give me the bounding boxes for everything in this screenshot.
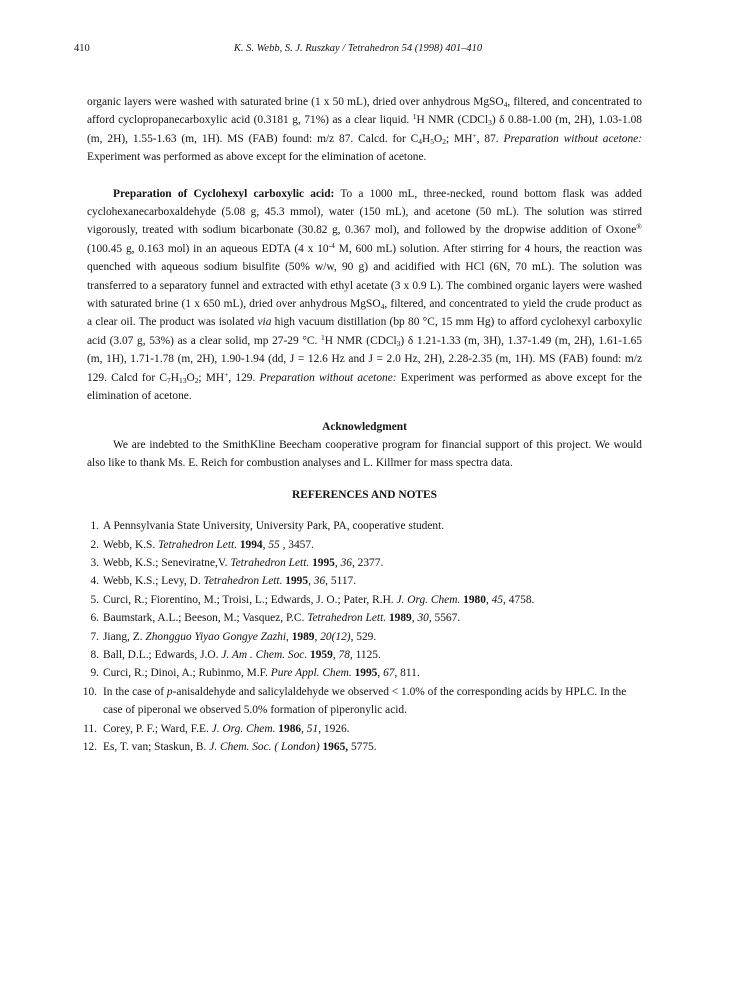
- references-heading: REFERENCES AND NOTES: [292, 488, 437, 501]
- reference-item: 5. Curci, R.; Fiorentino, M.; Troisi, L.; Edwards, J. O.; Pater, R.H. J. Org. Chem. 1980, 45, 4758.: [90, 593, 535, 606]
- reference-item: 7. Jiang, Z. Zhongguo Yiyao Gongye Zazhi, 1989, 20(12), 529.: [90, 630, 377, 643]
- reference-item: 6. Baumstark, A.L.; Beeson, M.; Vasquez, P.C. Tetrahedron Lett. 1989, 30, 5567.: [90, 612, 461, 625]
- reference-item: 3. Webb, K.S.; Seneviratne,V. Tetrahedron Lett. 1995, 36, 2377.: [90, 556, 384, 569]
- reference-item: 4. Webb, K.S.; Levy, D. Tetrahedron Lett. 1995, 36, 5117.: [90, 575, 357, 588]
- acknowledgment-text: We are indebted to the SmithKline Beecham cooperative program for financial support of this project. We would also like to thank Ms. E. Reich for combustion analyses and L. Killmer for mass spectra data.: [87, 438, 642, 470]
- reference-item: 1. A Pennsylvania State University, University Park, PA, cooperative student.: [90, 520, 445, 533]
- running-title: K. S. Webb, S. J. Ruszkay / Tetrahedron 54 (1998) 401–410: [233, 43, 483, 54]
- reference-list: [82, 517, 642, 756]
- acknowledgment-heading: Acknowledgment: [322, 420, 407, 433]
- reference-item: 12. Es, T. van; Staskun, B. J. Chem. Soc. ( London) 1965, 5775.: [82, 741, 377, 753]
- procedure-title: Preparation of Cyclohexyl carboxylic acid:: [113, 187, 335, 200]
- reference-item: 8. Ball, D.L.; Edwards, J.O. J. Am . Chem. Soc. 1959, 78, 1125.: [90, 648, 381, 661]
- article-body: [82, 93, 642, 756]
- reference-item: 11. Corey, P. F.; Ward, F.E. J. Org. Chem. 1986, 51, 1926.: [83, 722, 350, 735]
- paragraph-cyclohexyl-preparation: Preparation of Cyclohexyl carboxylic acid: To a 1000 mL, three-necked, round bottom flask was added cyclohexanecarboxaldehyde (5.08 g, 45.3 mmol), water (150 mL), and acetone (50 mL). The solution was stirred vigorously, treated with sodium bicarbonate (30.82 g, 0.367 mol), and followed by the dropwise addition of Oxone® (100.45 g, 0.163 mol) in an aqueous EDTA (4 x $10^{-4}$ M, 600 mL) solution. After stirring for 4 hours, the reaction was quenched with aqueous sodium bisulfite (50% w/w, 90 g) and acidified with HCl (6N, 70 mL). The solution was transferred to a separatory funnel and extracted with ethyl acetate (3 x 0.9 L). The combined organic layers were washed with saturated brine (1 x 650 mL), dried over anhydrous MgSO$_4$, filtered, and concentrated to yield the crude product as a clear oil. The product was isolated via high vacuum distillation (bp 80 °C, 15 mm Hg) to afford cyclohexyl carboxylic acid (3.07 g, 53%) as a clear solid, mp 27-29 °C. $^1$H NMR (CDCl$_3$) δ 1.21-1.33 (m, 3H), 1.37-1.49 (m, 2H), 1.61-1.65 (m, 1H), 1.71-1.78 (m, 2H), 1.90-1.94 (dd, J = 12.6 Hz and J = 2.0 Hz, 2H), 2.28-2.35 (m, 1H). MS (FAB) found: m/z 129. Calcd for $C_7H_{13}O_2$; MH+, 129. Preparation without acetone: Experiment was performed as above except for the elimination of acetone.: [87, 187, 642, 403]
- reference-item: 2. Webb, K.S. Tetrahedron Lett. 1994, 55 , 3457.: [90, 538, 314, 551]
- reference-item: 9. Curci, R.; Dinoi, A.; Rubinmo, M.F. Pure Appl. Chem. 1995, 67, 811.: [90, 667, 420, 680]
- reference-item: 10. In the case of p-anisaldehyde and salicylaldehyde we observed < 1.0% of the corresponding acids by HPLC. In the case of piperonal we observed 5.0% formation of piperonylic acid.: [82, 685, 627, 717]
- page-number: 410: [74, 43, 90, 54]
- running-head: [74, 42, 642, 56]
- paragraph-cyclopropane-workup: organic layers were washed with saturated brine (1 x 50 mL), dried over anhydrous MgSO$_4$, filtered, and concentrated to afford cyclopropanecarboxylic acid (0.3181 g, 71%) as a clear liquid. $^1$H NMR (CDCl$_3$) δ 0.88-1.00 (m, 2H), 1.03-1.08 (m, 2H), 1.55-1.63 (m, 1H). MS (FAB) found: m/z 87. Calcd. for $C_4H_5O_2$; MH+, 87. Preparation without acetone: Experiment was performed as above except for the elimination of acetone.: [87, 96, 642, 164]
